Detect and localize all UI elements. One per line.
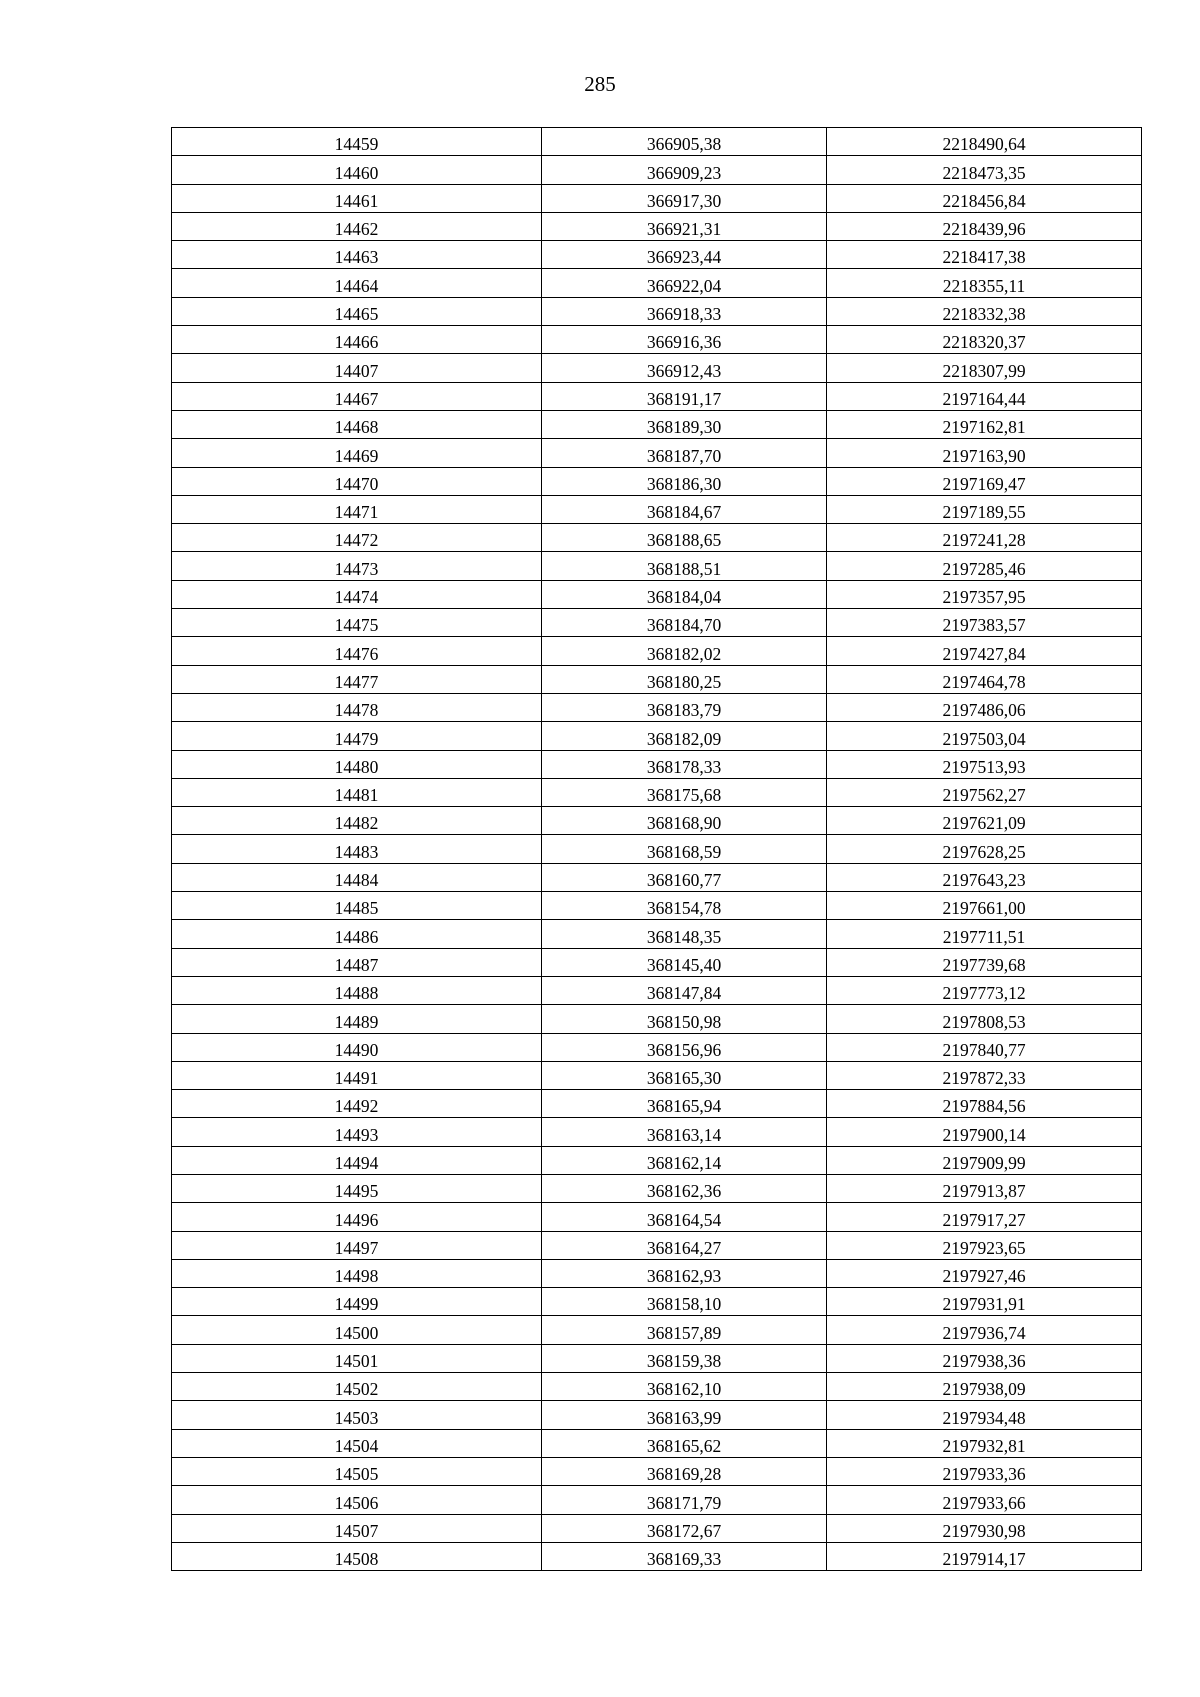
point-number-cell: 14484 — [172, 863, 542, 891]
point-number-cell: 14482 — [172, 807, 542, 835]
coordinates-table-body — [172, 128, 1142, 1571]
point-number-cell: 14490 — [172, 1033, 542, 1061]
y-coordinate-cell: 2197661,00 — [827, 892, 1142, 920]
x-coordinate-cell: 368168,90 — [542, 807, 827, 835]
y-coordinate-cell: 2218473,35 — [827, 156, 1142, 184]
point-number-cell: 14480 — [172, 750, 542, 778]
y-coordinate-cell: 2197164,44 — [827, 382, 1142, 410]
table-row — [172, 1090, 1142, 1118]
x-coordinate-cell: 368191,17 — [542, 382, 827, 410]
x-coordinate-cell: 368188,51 — [542, 552, 827, 580]
table-row — [172, 1401, 1142, 1429]
x-coordinate-cell: 368159,38 — [542, 1344, 827, 1372]
x-coordinate-cell: 368162,93 — [542, 1259, 827, 1287]
y-coordinate-cell: 2197513,93 — [827, 750, 1142, 778]
x-coordinate-cell: 368168,59 — [542, 835, 827, 863]
y-coordinate-cell: 2197930,98 — [827, 1514, 1142, 1542]
y-coordinate-cell: 2197169,47 — [827, 467, 1142, 495]
point-number-cell: 14492 — [172, 1090, 542, 1118]
y-coordinate-cell: 2197711,51 — [827, 920, 1142, 948]
x-coordinate-cell: 368171,79 — [542, 1486, 827, 1514]
table-row — [172, 1457, 1142, 1485]
point-number-cell: 14483 — [172, 835, 542, 863]
table-row — [172, 1231, 1142, 1259]
y-coordinate-cell: 2197427,84 — [827, 637, 1142, 665]
y-coordinate-cell: 2197936,74 — [827, 1316, 1142, 1344]
table-row — [172, 1061, 1142, 1089]
y-coordinate-cell: 2197486,06 — [827, 693, 1142, 721]
point-number-cell: 14471 — [172, 495, 542, 523]
table-row — [172, 1033, 1142, 1061]
y-coordinate-cell: 2197241,28 — [827, 524, 1142, 552]
table-row — [172, 269, 1142, 297]
table-row — [172, 128, 1142, 156]
point-number-cell: 14407 — [172, 354, 542, 382]
point-number-cell: 14468 — [172, 410, 542, 438]
point-number-cell: 14494 — [172, 1146, 542, 1174]
point-number-cell: 14506 — [172, 1486, 542, 1514]
point-number-cell: 14475 — [172, 609, 542, 637]
x-coordinate-cell: 368147,84 — [542, 976, 827, 1004]
table-row — [172, 892, 1142, 920]
point-number-cell: 14496 — [172, 1203, 542, 1231]
table-row — [172, 1316, 1142, 1344]
y-coordinate-cell: 2218320,37 — [827, 326, 1142, 354]
table-row — [172, 1203, 1142, 1231]
table-row — [172, 835, 1142, 863]
x-coordinate-cell: 368183,79 — [542, 693, 827, 721]
y-coordinate-cell: 2197923,65 — [827, 1231, 1142, 1259]
coordinates-table — [171, 127, 1142, 1571]
table-row — [172, 212, 1142, 240]
table-row — [172, 156, 1142, 184]
x-coordinate-cell: 366909,23 — [542, 156, 827, 184]
x-coordinate-cell: 368184,67 — [542, 495, 827, 523]
x-coordinate-cell: 368188,65 — [542, 524, 827, 552]
table-row — [172, 410, 1142, 438]
x-coordinate-cell: 366918,33 — [542, 297, 827, 325]
x-coordinate-cell: 366917,30 — [542, 184, 827, 212]
table-row — [172, 863, 1142, 891]
point-number-cell: 14499 — [172, 1288, 542, 1316]
table-row — [172, 1373, 1142, 1401]
table-row — [172, 778, 1142, 806]
y-coordinate-cell: 2197162,81 — [827, 410, 1142, 438]
x-coordinate-cell: 368162,14 — [542, 1146, 827, 1174]
x-coordinate-cell: 368157,89 — [542, 1316, 827, 1344]
y-coordinate-cell: 2197163,90 — [827, 439, 1142, 467]
table-row — [172, 1429, 1142, 1457]
y-coordinate-cell: 2218332,38 — [827, 297, 1142, 325]
point-number-cell: 14473 — [172, 552, 542, 580]
y-coordinate-cell: 2197840,77 — [827, 1033, 1142, 1061]
table-row — [172, 354, 1142, 382]
table-row — [172, 1259, 1142, 1287]
x-coordinate-cell: 368187,70 — [542, 439, 827, 467]
point-number-cell: 14498 — [172, 1259, 542, 1287]
x-coordinate-cell: 368182,09 — [542, 722, 827, 750]
table-row — [172, 1514, 1142, 1542]
y-coordinate-cell: 2197927,46 — [827, 1259, 1142, 1287]
table-row — [172, 1118, 1142, 1146]
y-coordinate-cell: 2197933,66 — [827, 1486, 1142, 1514]
x-coordinate-cell: 368154,78 — [542, 892, 827, 920]
y-coordinate-cell: 2197933,36 — [827, 1457, 1142, 1485]
table-row — [172, 580, 1142, 608]
table-row — [172, 467, 1142, 495]
x-coordinate-cell: 368184,70 — [542, 609, 827, 637]
y-coordinate-cell: 2197643,23 — [827, 863, 1142, 891]
x-coordinate-cell: 368182,02 — [542, 637, 827, 665]
table-row — [172, 920, 1142, 948]
point-number-cell: 14504 — [172, 1429, 542, 1457]
x-coordinate-cell: 368148,35 — [542, 920, 827, 948]
table-row — [172, 750, 1142, 778]
table-row — [172, 1486, 1142, 1514]
x-coordinate-cell: 368172,67 — [542, 1514, 827, 1542]
point-number-cell: 14464 — [172, 269, 542, 297]
y-coordinate-cell: 2197739,68 — [827, 948, 1142, 976]
y-coordinate-cell: 2197357,95 — [827, 580, 1142, 608]
x-coordinate-cell: 368184,04 — [542, 580, 827, 608]
y-coordinate-cell: 2197285,46 — [827, 552, 1142, 580]
y-coordinate-cell: 2197914,17 — [827, 1542, 1142, 1570]
x-coordinate-cell: 368165,62 — [542, 1429, 827, 1457]
x-coordinate-cell: 368178,33 — [542, 750, 827, 778]
x-coordinate-cell: 368162,36 — [542, 1174, 827, 1202]
page-number: 285 — [584, 72, 616, 96]
point-number-cell: 14503 — [172, 1401, 542, 1429]
x-coordinate-cell: 368165,94 — [542, 1090, 827, 1118]
point-number-cell: 14476 — [172, 637, 542, 665]
point-number-cell: 14479 — [172, 722, 542, 750]
point-number-cell: 14474 — [172, 580, 542, 608]
y-coordinate-cell: 2197872,33 — [827, 1061, 1142, 1089]
point-number-cell: 14495 — [172, 1174, 542, 1202]
table-row — [172, 439, 1142, 467]
x-coordinate-cell: 368164,27 — [542, 1231, 827, 1259]
table-row — [172, 722, 1142, 750]
y-coordinate-cell: 2197808,53 — [827, 1005, 1142, 1033]
table-row — [172, 184, 1142, 212]
y-coordinate-cell: 2197383,57 — [827, 609, 1142, 637]
x-coordinate-cell: 368163,14 — [542, 1118, 827, 1146]
x-coordinate-cell: 366916,36 — [542, 326, 827, 354]
x-coordinate-cell: 368175,68 — [542, 778, 827, 806]
point-number-cell: 14505 — [172, 1457, 542, 1485]
y-coordinate-cell: 2197189,55 — [827, 495, 1142, 523]
point-number-cell: 14470 — [172, 467, 542, 495]
table-row — [172, 326, 1142, 354]
y-coordinate-cell: 2218456,84 — [827, 184, 1142, 212]
point-number-cell: 14489 — [172, 1005, 542, 1033]
point-number-cell: 14501 — [172, 1344, 542, 1372]
point-number-cell: 14472 — [172, 524, 542, 552]
x-coordinate-cell: 368156,96 — [542, 1033, 827, 1061]
table-row — [172, 1542, 1142, 1570]
y-coordinate-cell: 2197900,14 — [827, 1118, 1142, 1146]
x-coordinate-cell: 368160,77 — [542, 863, 827, 891]
x-coordinate-cell: 368162,10 — [542, 1373, 827, 1401]
x-coordinate-cell: 368180,25 — [542, 665, 827, 693]
point-number-cell: 14462 — [172, 212, 542, 240]
y-coordinate-cell: 2197931,91 — [827, 1288, 1142, 1316]
x-coordinate-cell: 366912,43 — [542, 354, 827, 382]
point-number-cell: 14488 — [172, 976, 542, 1004]
y-coordinate-cell: 2218490,64 — [827, 128, 1142, 156]
point-number-cell: 14491 — [172, 1061, 542, 1089]
table-row — [172, 609, 1142, 637]
point-number-cell: 14485 — [172, 892, 542, 920]
table-row — [172, 1288, 1142, 1316]
y-coordinate-cell: 2197917,27 — [827, 1203, 1142, 1231]
y-coordinate-cell: 2197938,09 — [827, 1373, 1142, 1401]
y-coordinate-cell: 2218417,38 — [827, 241, 1142, 269]
y-coordinate-cell: 2197934,48 — [827, 1401, 1142, 1429]
x-coordinate-cell: 368145,40 — [542, 948, 827, 976]
y-coordinate-cell: 2197562,27 — [827, 778, 1142, 806]
x-coordinate-cell: 368163,99 — [542, 1401, 827, 1429]
x-coordinate-cell: 368158,10 — [542, 1288, 827, 1316]
table-row — [172, 637, 1142, 665]
point-number-cell: 14478 — [172, 693, 542, 721]
y-coordinate-cell: 2197913,87 — [827, 1174, 1142, 1202]
x-coordinate-cell: 368186,30 — [542, 467, 827, 495]
table-row — [172, 976, 1142, 1004]
point-number-cell: 14477 — [172, 665, 542, 693]
y-coordinate-cell: 2197932,81 — [827, 1429, 1142, 1457]
table-row — [172, 382, 1142, 410]
point-number-cell: 14487 — [172, 948, 542, 976]
x-coordinate-cell: 368164,54 — [542, 1203, 827, 1231]
point-number-cell: 14497 — [172, 1231, 542, 1259]
y-coordinate-cell: 2197621,09 — [827, 807, 1142, 835]
table-row — [172, 1146, 1142, 1174]
table-row — [172, 807, 1142, 835]
point-number-cell: 14469 — [172, 439, 542, 467]
table-row — [172, 297, 1142, 325]
point-number-cell: 14460 — [172, 156, 542, 184]
y-coordinate-cell: 2197773,12 — [827, 976, 1142, 1004]
x-coordinate-cell: 366921,31 — [542, 212, 827, 240]
table-row — [172, 1005, 1142, 1033]
point-number-cell: 14493 — [172, 1118, 542, 1146]
x-coordinate-cell: 368189,30 — [542, 410, 827, 438]
x-coordinate-cell: 366923,44 — [542, 241, 827, 269]
point-number-cell: 14500 — [172, 1316, 542, 1344]
table-row — [172, 665, 1142, 693]
point-number-cell: 14467 — [172, 382, 542, 410]
table-row — [172, 241, 1142, 269]
point-number-cell: 14463 — [172, 241, 542, 269]
x-coordinate-cell: 368169,28 — [542, 1457, 827, 1485]
table-row — [172, 1344, 1142, 1372]
y-coordinate-cell: 2197628,25 — [827, 835, 1142, 863]
x-coordinate-cell: 366922,04 — [542, 269, 827, 297]
y-coordinate-cell: 2197464,78 — [827, 665, 1142, 693]
table-row — [172, 495, 1142, 523]
point-number-cell: 14465 — [172, 297, 542, 325]
y-coordinate-cell: 2218355,11 — [827, 269, 1142, 297]
x-coordinate-cell: 368165,30 — [542, 1061, 827, 1089]
x-coordinate-cell: 368150,98 — [542, 1005, 827, 1033]
point-number-cell: 14466 — [172, 326, 542, 354]
point-number-cell: 14508 — [172, 1542, 542, 1570]
point-number-cell: 14507 — [172, 1514, 542, 1542]
y-coordinate-cell: 2197909,99 — [827, 1146, 1142, 1174]
y-coordinate-cell: 2197503,04 — [827, 722, 1142, 750]
table-row — [172, 693, 1142, 721]
y-coordinate-cell: 2218307,99 — [827, 354, 1142, 382]
point-number-cell: 14461 — [172, 184, 542, 212]
table-row — [172, 552, 1142, 580]
table-row — [172, 948, 1142, 976]
y-coordinate-cell: 2218439,96 — [827, 212, 1142, 240]
y-coordinate-cell: 2197884,56 — [827, 1090, 1142, 1118]
point-number-cell: 14486 — [172, 920, 542, 948]
table-row — [172, 524, 1142, 552]
x-coordinate-cell: 368169,33 — [542, 1542, 827, 1570]
table-row — [172, 1174, 1142, 1202]
x-coordinate-cell: 366905,38 — [542, 128, 827, 156]
point-number-cell: 14459 — [172, 128, 542, 156]
y-coordinate-cell: 2197938,36 — [827, 1344, 1142, 1372]
point-number-cell: 14481 — [172, 778, 542, 806]
point-number-cell: 14502 — [172, 1373, 542, 1401]
